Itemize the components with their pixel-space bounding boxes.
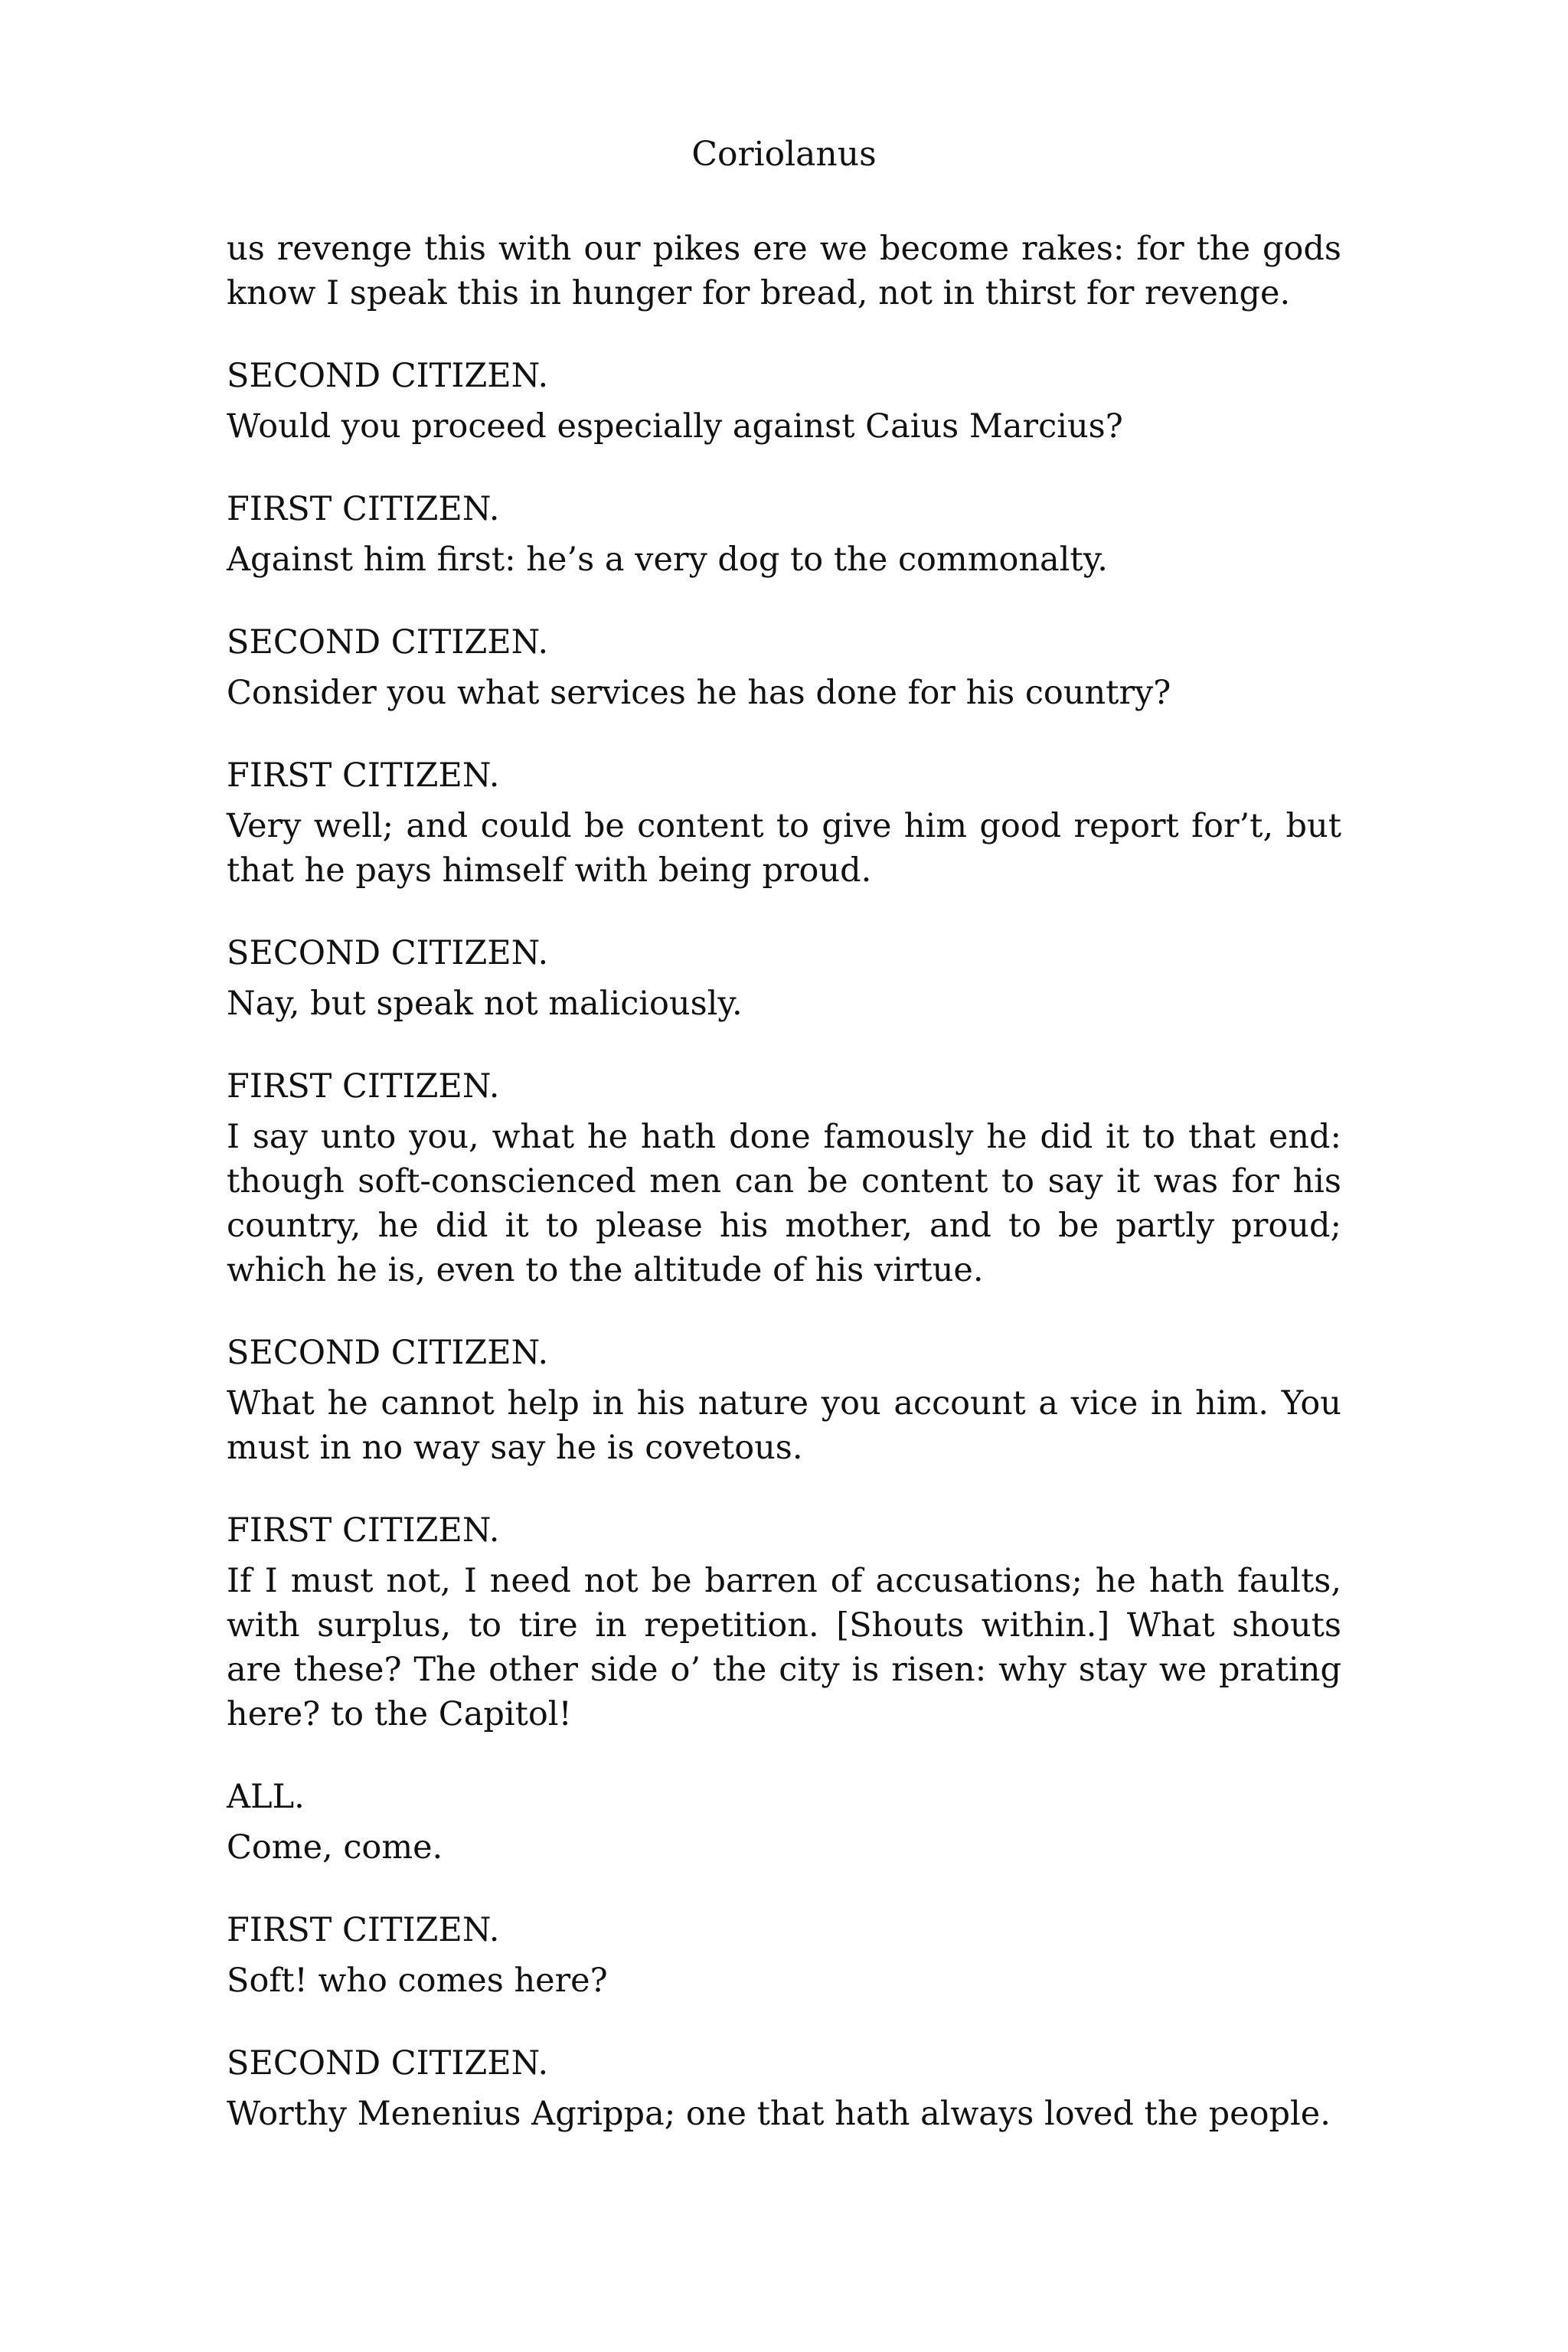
dialogue-block <box>227 1064 1341 1292</box>
speech-text: Would you proceed especially against Caius Marcius? <box>227 407 1123 446</box>
dialogue-block <box>227 1508 1341 1736</box>
speech-text: What he cannot help in his nature you account a vice in him. You must in no way say he is covetous. <box>227 1384 1341 1467</box>
speech-text: Nay, but speak not maliciously. <box>227 985 743 1023</box>
speaker-name: FIRST CITIZEN. <box>227 1911 500 1949</box>
speech-text: Very well; and could be content to give him good report for’t, but that he pays himself with being proud. <box>227 807 1341 890</box>
speaker-name: SECOND CITIZEN. <box>227 623 549 662</box>
dialogue-block <box>227 1331 1341 1470</box>
dialogue-block <box>227 1908 1341 2003</box>
speaker-name: FIRST CITIZEN. <box>227 756 500 795</box>
speaker-name: SECOND CITIZEN. <box>227 1334 549 1372</box>
speaker-name: FIRST CITIZEN. <box>227 490 500 528</box>
dialogue-block <box>227 1775 1341 1870</box>
dialogue-block <box>227 354 1341 449</box>
dialogue-block <box>227 931 1341 1026</box>
dialogue-block <box>227 487 1341 582</box>
speech-text: Against him first: he’s a very dog to the commonalty. <box>227 541 1108 579</box>
speaker-name: SECOND CITIZEN. <box>227 934 549 972</box>
continuation-paragraph: us revenge this with our pikes ere we become rakes: for the gods know I speak this in hunger for bread, not in thirst for revenge. <box>227 230 1341 312</box>
dialogue-block <box>227 620 1341 715</box>
speaker-name: FIRST CITIZEN. <box>227 1511 500 1550</box>
dialogue-block <box>227 2041 1341 2136</box>
speech-text: If I must not, I need not be barren of accusations; he hath faults, with surplus, to tire in repetition. [Shouts within.] What shouts are these? The other side o’ the city is risen: why stay we prating here? to the Capitol! <box>227 1562 1341 1733</box>
running-title: Coriolanus <box>691 135 877 174</box>
speaker-name: SECOND CITIZEN. <box>227 2044 549 2082</box>
speaker-name: FIRST CITIZEN. <box>227 1067 500 1106</box>
dialogue-block <box>227 753 1341 893</box>
speech-text: Consider you what services he has done for his country? <box>227 674 1171 712</box>
speech-text: Soft! who comes here? <box>227 1962 608 2000</box>
speech-text: Come, come. <box>227 1828 443 1867</box>
speech-text: I say unto you, what he hath done famously he did it to that end: though soft-conscienced men can be content to say it was for his country, he did it to please his mother, and to be partly proud; which he is, even to the altitude of his virtue. <box>227 1118 1341 1289</box>
speaker-name: ALL. <box>227 1778 305 1816</box>
speaker-name: SECOND CITIZEN. <box>227 357 549 395</box>
speech-text: Worthy Menenius Agrippa; one that hath always loved the people. <box>227 2095 1331 2133</box>
text-column <box>227 227 1341 2174</box>
